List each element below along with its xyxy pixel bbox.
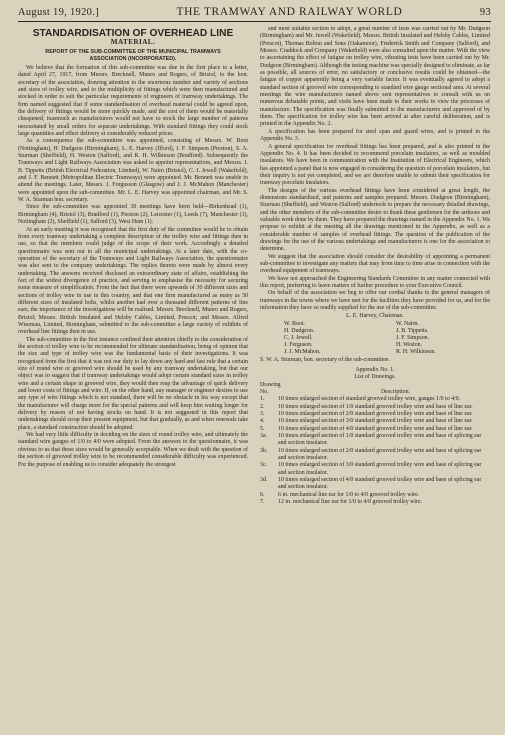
publication-title: THE TRAMWAY AND RAILWAY WORLD bbox=[176, 6, 403, 18]
article-columns bbox=[18, 26, 491, 726]
signatory-name: H. Dudgeon. bbox=[284, 327, 315, 334]
header-rule bbox=[18, 21, 491, 22]
signatory-name: W. Nairn. bbox=[395, 320, 419, 327]
drawing-description-label: Description. bbox=[381, 388, 410, 395]
drawing-description: 10 times enlarged section of 1/0 standard grooved trolley wire and base of line ear. bbox=[278, 403, 473, 410]
drawing-number: 1. bbox=[260, 396, 265, 403]
body-paragraph: A specification has been prepared for steel span and guard wires, and is printed in the Appendix No. 3. bbox=[260, 128, 490, 143]
signatory-row bbox=[260, 335, 490, 342]
drawing-list-item bbox=[260, 448, 490, 463]
article-title: STANDARDISATION OF OVERHEAD LINE bbox=[32, 28, 234, 39]
signatory-name: C. J. Jewell. bbox=[284, 334, 313, 341]
drawing-list-item bbox=[260, 418, 490, 425]
signatory-row bbox=[260, 342, 490, 349]
drawing-description: 10 times enlarged section of 1/0 standard grooved trolley wire and base of splicing ear and section insulator. bbox=[278, 432, 482, 447]
chairman-signature: L. E. Harvey, Chairman. bbox=[346, 313, 404, 320]
body-paragraph: Since the sub-committee was appointed 30 meetings have been held—Birkenhead (1), Birmingham (4), Bristol (3), Bradford (1), Preston (2), Leicester (1), Leeds (7), Manchester (1), Nottingham (2), Sheffield (1), Salford (3), West Ham (1). bbox=[18, 204, 248, 226]
drawing-description: 10 times enlarged section of 2/0 standard grooved trolley wire and base of splicing ear and section insulator. bbox=[278, 447, 482, 461]
left-column bbox=[18, 26, 248, 726]
drawing-list-item bbox=[260, 492, 490, 499]
body-paragraph: and most suitable section to adopt, a great number of tests was carried out by Mr. Dudgeon (Birmingham) and Mr. Jewell (Wakefield). Messrs. British Insulated and Helsby Cables, Limited (Prescot), Thomas Bolton and Sons (Oakamoor), Frederick Smith and Company (Salford), and Messrs. Craddock and Company (Wakefield) were also consulted upon the matter. With the view to ascertaining the effect of fatigue on trolley wire, vibrating tests have been carried out by Mr. Dudgeon (Birmingham). Although the testing machine was specially designed to eliminate, as far as possible, all sources of error, no satisfactory or conclusive results could be obtained—the fatigue of copper apparently being a very variable factor. It was eventually agreed to adopt a standard section of grooved wire corresponding to standard wire gauge sectional area. At several meetings the wire manufacturers named above sent representatives to consult with us on numerous debatable points, and visits have been made to their works to view the processes of manufacture. The specification was finally submitted to the manufacturers and approved of by them. The specification for trolley wire has been arrived at after careful deliberation, and is printed in the Appendix No. 2. bbox=[260, 26, 490, 128]
body-paragraph: On behalf of the association we beg to offer our cordial thanks to the general managers of tramways in the towns where we have met for the facilities they have provided for us, and for the information they have so readily supplied for the use of the sub-committee. bbox=[260, 290, 490, 312]
body-paragraph: We suggest that the association should consider the desirability of appointing a permanent sub-committee to investigate any matters that may from time to time arise in connection with the overhead equipment of tramways. bbox=[260, 253, 490, 275]
drawing-number: 3. bbox=[260, 410, 265, 417]
drawing-number: 5. bbox=[260, 425, 265, 432]
drawing-number: 4. bbox=[260, 418, 265, 425]
drawing-list-item bbox=[260, 404, 490, 411]
drawing-list-item bbox=[260, 477, 490, 492]
left-body-text bbox=[18, 65, 248, 469]
signatory-name: R. H. Wilkinson. bbox=[395, 348, 436, 355]
drawing-description: 10 times enlarged section of 4/0 standard grooved trolley wire and base of splicing ear and section insulator. bbox=[278, 476, 482, 491]
signatory-name: J. B. Tippetts. bbox=[395, 327, 429, 334]
drawing-description: 10 times enlarged section of 4/0 standard grooved trolley wire and base of line ear. bbox=[278, 425, 473, 432]
drawing-description: 6 in. mechanical line ear for 1/0 to 4/0 grooved trolley wire. bbox=[278, 491, 420, 498]
drawing-list-item bbox=[260, 462, 490, 477]
body-paragraph: At an early meeting it was recognised that the first duty of the committee would be to obtain from every tramway undertaking a complete description of the trolley wire and fittings then in use, so that the members could judge of the scope of their work. Accordingly a detailed questionnaire was sent out to all the municipal undertakings. At a later date, with the co-operation of the secretary of the Tramways and Light Railways Association, the questionnaire was also sent to the company undertakings. The replies thereto were made by almost every undertaking. The answers received disclosed an extraordinary state of affairs, establishing the fact of the widest divergence of practice, and serving to emphasise the necessity for securing some measure of simplification. From the fact that there were upwards of 30 different sizes and sections of trolley wire in use in this country, and that one firm manufactured as many as 50 different sizes of insulated bolts, whilst another had over a thousand different patterns of line ears, the importance of the investigations will be realised. Messrs. Brecknell, Munro and Rogers, Bristol; Messrs. British Insulated and Helsby Cables, Limited, Prescot; and Messrs. Alfred Wiseman, Limited, Birmingham, submitted to the sub-committee a large variety of exhibits of overhead line fittings then in use. bbox=[18, 226, 248, 336]
page-number: 93 bbox=[479, 7, 491, 18]
drawing-description: 10 times enlarged section of 3/0 standard grooved trolley wire and base of splicing ear and section insulator. bbox=[278, 462, 482, 476]
running-header bbox=[18, 6, 491, 18]
signatory-name: W. Boot. bbox=[284, 320, 305, 327]
drawing-no-label: No. bbox=[260, 388, 269, 395]
signatory-name: J. J. McMahon. bbox=[284, 348, 321, 355]
drawing-number: 3a. bbox=[260, 432, 268, 439]
signatory-row bbox=[260, 321, 490, 328]
body-paragraph: We believe that the formation of this sub-committee was due in the first place to a letter, dated April 27, 1917, from Messrs. Brecknell, Munro and Rogers, of Bristol, to the hon. secretary of the association, drawing attention to the enormous number and variety of sections and sizes of trolley wire, and to the multiplicity of fittings which were then manufactured and stocked in order to suit the particular requirements of engineers of tramway undertakings. The firm named suggested that if some standardisation of overhead material could be agreed upon, the delivery of fittings would be more quickly made, and the cost of them would be materially cheapened, inasmuch as manufacturers would not have to stock the large number of patterns necessitated by small orders for separate undertakings. With standard fittings they could stock large quantities and effect delivery at considerably reduced prices. bbox=[18, 64, 248, 138]
secretary-signature: S. W. A. Sturman, hon. secretary of the sub-committee. bbox=[260, 356, 390, 363]
drawing-column-label: Drawing bbox=[260, 381, 281, 388]
appendix-heading bbox=[260, 367, 490, 381]
drawing-number: 3b. bbox=[260, 447, 268, 454]
drawing-list-item bbox=[260, 433, 490, 448]
drawing-description: 10 times enlarged section of standard grooved trolley wire, gauges 1/0 to 4/0. bbox=[278, 396, 461, 403]
drawing-number: 2. bbox=[260, 403, 265, 410]
drawing-description: 10 times enlarged section of 2/0 standard grooved trolley wire and base of line ear. bbox=[278, 410, 473, 417]
report-heading-line-1: REPORT OF THE SUB-COMMITTEE OF THE MUNICIPAL TRAMWAYS bbox=[45, 49, 221, 56]
drawing-list-item bbox=[260, 396, 490, 403]
signatories-table bbox=[260, 321, 490, 356]
signatory-name: J. F. Simpson. bbox=[395, 334, 430, 341]
issue-date: August 19, 1920.] bbox=[18, 7, 99, 18]
right-body-text bbox=[260, 26, 490, 312]
drawing-list-item bbox=[260, 426, 490, 433]
drawing-number: 3d. bbox=[260, 476, 268, 483]
signatory-name: J. Ferguson. bbox=[284, 341, 313, 348]
body-paragraph: As a consequence the sub-committee was appointed, consisting of Messrs. W. Boot (Nottingham), H. Dudgeon (Birmingham), L. E. Harvey (Ilford), J. F. Simpson (Preston), S. A. Sturman (Sheffield), H. Weston (Salford), and R. H. Wilkinson (Bradford). Subsequently the Tramways and Light Railways Association was asked to appoint representatives, and Messrs. J. B. Tippetts (British Electrical Federation, Limited), W. Nairn (Bristol), C. J. Jewell (Wakefield), and J. F. Bennett (Metropolitan Electric Tramways) were appointed. Mr. Bennett was unable to attend the meetings. Later, Messrs. J. Forgusson (Glasgow) and J. J. McMahon (Manchester) were appointed upon the sub-committee. Mr. L. E. Harvey was appointed chairman, and Mr. S. W. A. Sturman hon. secretary. bbox=[18, 138, 248, 204]
appendix-title: Appendix No. 1. bbox=[355, 367, 395, 374]
drawing-list-item bbox=[260, 499, 490, 506]
report-heading-line-2: ASSOCIATION (INCORPORATED). bbox=[89, 55, 177, 62]
signatory-row bbox=[260, 349, 490, 356]
signatory-name: H. Weston. bbox=[395, 341, 423, 348]
article-subtitle: MATERIAL. bbox=[110, 38, 156, 46]
report-heading bbox=[18, 49, 248, 62]
body-paragraph: We have not approached the Engineering Standards Committee in any matter connected with this report, preferring to leave matters of further procedure to your Executive Council. bbox=[260, 275, 490, 290]
drawing-number: 6. bbox=[260, 491, 265, 498]
drawing-description: 12 in. mechanical line ear for 1/0 to 4/0 grooved trolley wire. bbox=[278, 499, 423, 505]
body-paragraph: The designs of the various overhead fittings have been considered at great length, the dimensions standardised, and patterns and samples prepared. Messrs. Dudgeon (Birmingham), Sturman (Sheffield), and Weston (Salford) undertook to prepare the necessary detailed drawings, and the other members of the sub-committee desire to thank these gentlemen for the arduous and valuable work done by them. They have prepared the drawings named in the Appendix No. 1. We propose to exhibit at the meeting all the drawings mentioned in the Appendix, as well as a considerable number of samples of overhead fittings. The question of the publication of the drawings for the use of the various undertakings and manufacturers is one for the association to determine. bbox=[260, 187, 490, 253]
body-paragraph: We had very little difficulty in deciding on the sizes of round trolley wire, and ultimately the standard wire gauges of 1/0 to 4/0 were adopted. From the answers to the questionnaire, it was obvious to us that these sizes would be generally acceptable. When we dealt with the question of the section of grooved trolley wire to be recommended considerable difficulty was experienced. For the purpose of enabling us to consider adequately the strongest bbox=[18, 432, 248, 468]
drawings-list bbox=[260, 396, 490, 506]
drawing-number: 7. bbox=[260, 499, 265, 505]
right-column bbox=[260, 26, 490, 726]
drawing-description: 10 times enlarged section of 3/0 standard grooved trolley wire and base of line ear. bbox=[278, 418, 473, 425]
body-paragraph: The sub-committee in the first instance confined their attention chiefly to the consideration of the section of trolley wire to be recommended for ultimate standardisation, being of opinion that the size and type of trolley wire was the fundamental basis of their investigations. It was recognised from the first that it was not our duty to lay down any hard and fast rule that a certain size of round wire or grooved wire should be used by any tramway undertaking, but that our object was to suggest that if tramway undertakings would adopt certain standard sizes in trolley wire and a certain shape in grooved wire, they would then reap the advantage of quick delivery and lower costs of fittings and wire. If, on the other hand, any manager or engineer desires to use any type of wire fittings which is not standard, there will be no obstacle in his way except that the manufacturer will charge more for the special patterns and will keep him waiting longer for delivery by reason of not having stocks on hand. It is not suggested in this report that undertakings should scrap their present equipment, but that gradually, as and when renewals take place, a standard construction should be adopted. bbox=[18, 336, 248, 431]
appendix-subtitle: List of Drawings. bbox=[354, 374, 396, 381]
signatures-block bbox=[260, 313, 490, 364]
body-paragraph: A general specification for overhead fittings has been prepared, and is also printed in the Appendix No. 4. It has been decided to recommend porcelain insulators, as well as moulded insulators. We have been in communication with the Institution of Electrical Engineers, which has appointed a panel that is now engaged in considering the question of porcelain insulators, but their inquiry is not yet completed, and we are therefore unable to submit their specification for tramway porcelain insulators. bbox=[260, 143, 490, 187]
drawing-number: 3c. bbox=[260, 462, 268, 469]
signatory-row bbox=[260, 328, 490, 335]
